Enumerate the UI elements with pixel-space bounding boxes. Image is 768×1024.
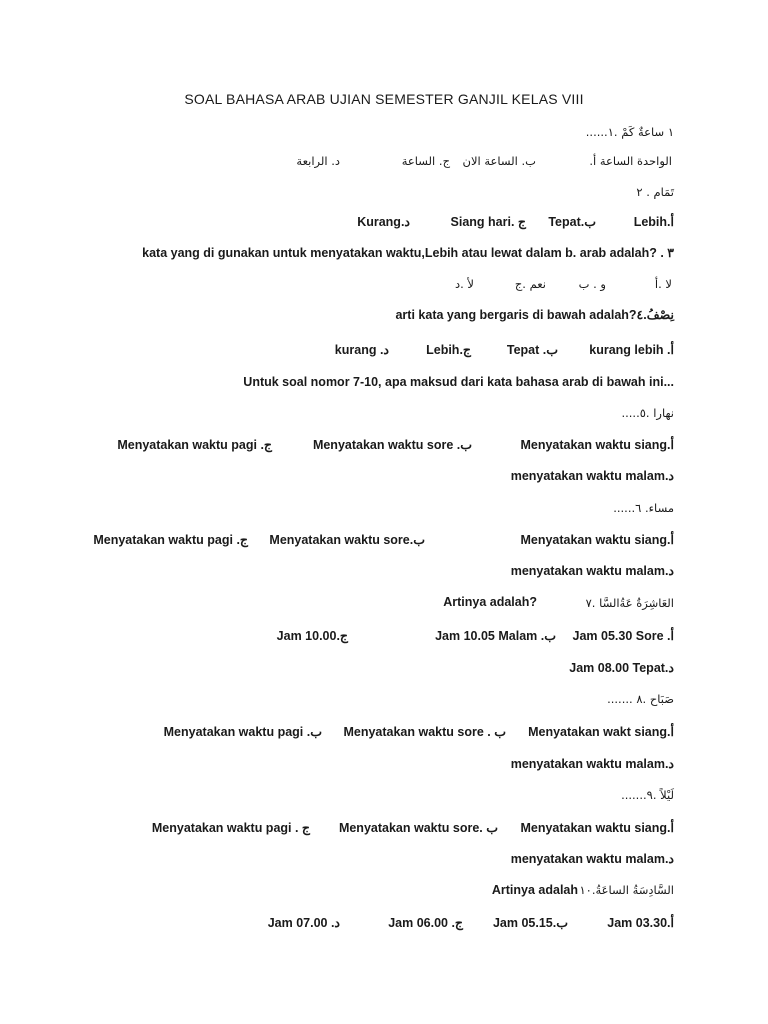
question-4-stem: arti kata yang bergaris di bawah adalah?نِصْفُ.٤ bbox=[395, 308, 674, 322]
question-6-option-c: Menyatakan waktu pagi .ج bbox=[93, 533, 248, 547]
question-1-option-c: ج. الساعة bbox=[401, 154, 450, 168]
question-9-option-a: Menyatakan waktu siang.أ bbox=[520, 821, 674, 835]
question-2-option-d: Kurang.د bbox=[357, 215, 410, 229]
question-5-option-c: Menyatakan waktu pagi .ج bbox=[117, 438, 272, 452]
question-8-stem: صَبَاح .٨ ....... bbox=[607, 692, 674, 706]
question-8-option-b: Menyatakan waktu sore . ب bbox=[343, 725, 506, 739]
question-5-stem: نهارا .٥..... bbox=[621, 406, 674, 420]
question-1-option-d: د. الرابعة bbox=[296, 154, 340, 168]
question-9-stem: لَيْلاً .٩....... bbox=[621, 788, 674, 802]
page-title: SOAL BAHASA ARAB UJIAN SEMESTER GANJIL KELAS VIII bbox=[184, 91, 584, 107]
instruction-text: Untuk soal nomor 7-10, apa maksud dari kata bahasa arab di bawah ini... bbox=[243, 375, 674, 389]
question-1-option-b: ب. الساعة الان bbox=[462, 154, 536, 168]
question-9-option-c: Menyatakan waktu pagi . ج bbox=[151, 821, 310, 835]
question-7-option-c: Jam 10.00.ج bbox=[276, 629, 348, 643]
question-3-option-d: لأ .د bbox=[455, 277, 474, 291]
question-7-option-a: Jam 05.30 Sore .أ bbox=[572, 629, 674, 643]
question-6-stem: مساء. ٦...... bbox=[613, 501, 674, 515]
question-2-option-a: Lebih.أ bbox=[633, 215, 674, 229]
question-3-option-a: لا .أ bbox=[654, 277, 672, 291]
question-1-option-a: الواحدة الساعة أ. bbox=[589, 154, 672, 168]
question-10-option-d: Jam 07.00 .د bbox=[267, 916, 340, 930]
question-2-stem: تَمَام . ٢ bbox=[636, 185, 674, 199]
question-10-stem-arabic: السَّادِسَةُ الساعَةُ.١٠ bbox=[579, 883, 674, 897]
question-3-stem: kata yang di gunakan untuk menyatakan waktu,Lebih atau lewat dalam b. arab adalah? . ٣ bbox=[142, 246, 674, 260]
question-10-option-c: Jam 06.00 .ج bbox=[388, 916, 463, 930]
question-3-option-c: نعم .ج bbox=[514, 277, 546, 291]
question-3-option-b: و . ب bbox=[578, 277, 606, 291]
question-7-option-d: Jam 08.00 Tepat.د bbox=[569, 661, 674, 675]
question-4-option-d: kurang .د bbox=[334, 343, 389, 357]
question-4-option-b: Tepat .ب bbox=[506, 343, 558, 357]
question-10-option-a: Jam 03.30.أ bbox=[607, 916, 674, 930]
question-10-stem-latin: Artinya adalah bbox=[491, 883, 578, 897]
question-7-stem-latin: Artinya adalah? bbox=[443, 595, 537, 609]
question-8-option-c: Menyatakan waktu pagi .ب bbox=[163, 725, 322, 739]
question-4-option-a: kurang lebih .أ bbox=[589, 343, 674, 357]
question-6-option-a: Menyatakan waktu siang.أ bbox=[520, 533, 674, 547]
question-4-option-c: Lebih.ج bbox=[426, 343, 471, 357]
question-9-option-b: Menyatakan waktu sore. ب bbox=[338, 821, 498, 835]
question-7-option-b: Jam 10.05 Malam .ب bbox=[435, 629, 556, 643]
question-9-option-d: menyatakan waktu malam.د bbox=[510, 852, 674, 866]
question-5-option-a: Menyatakan waktu siang.أ bbox=[520, 438, 674, 452]
question-7-stem-arabic: العَاشِرَةُ عَةُالسَّا .٧ bbox=[585, 596, 674, 610]
question-10-option-b: Jam 05.15.ب bbox=[492, 916, 568, 930]
question-5-option-b: Menyatakan waktu sore .ب bbox=[312, 438, 472, 452]
question-2-option-b: Tepat.ب bbox=[548, 215, 596, 229]
question-8-option-a: Menyatakan wakt siang.أ bbox=[528, 725, 674, 739]
question-5-option-d: menyatakan waktu malam.د bbox=[510, 469, 674, 483]
question-8-option-d: menyatakan waktu malam.د bbox=[510, 757, 674, 771]
question-1-stem: ١ ساعةٌ كَمْ .١...... bbox=[585, 125, 674, 139]
question-2-option-c: Siang hari. ج bbox=[450, 215, 526, 229]
question-6-option-d: menyatakan waktu malam.د bbox=[510, 564, 674, 578]
question-6-option-b: Menyatakan waktu sore.ب bbox=[269, 533, 425, 547]
